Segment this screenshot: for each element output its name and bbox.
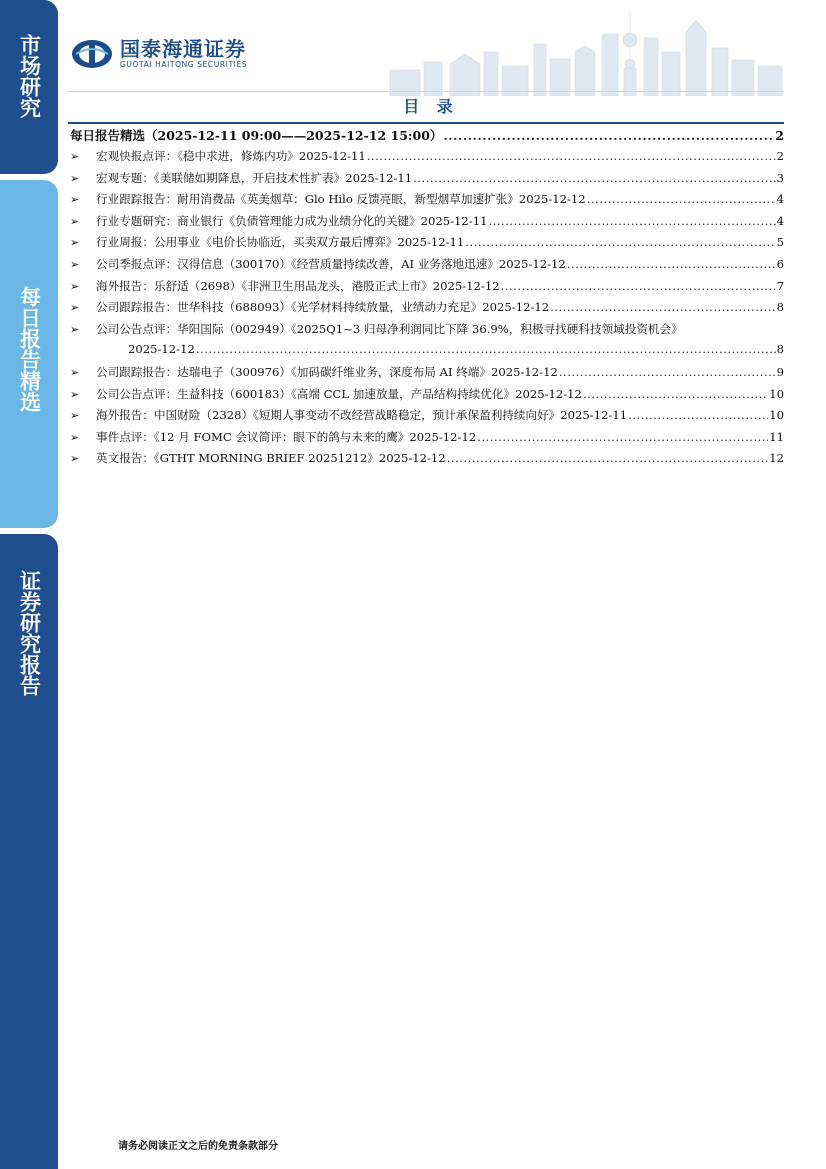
- side-band: [0, 0, 58, 1169]
- toc-entry-text: 公司跟踪报告：达瑞电子（300976）《加码碳纤维业务，深度布局 AI 终端》2025-12-12: [96, 364, 558, 379]
- arrow-bullet-icon: ➢: [70, 279, 80, 293]
- arrow-bullet-icon: ➢: [70, 171, 80, 185]
- toc-entry[interactable]: [70, 191, 784, 213]
- logo-emblem-icon: [70, 38, 114, 70]
- toc-entry-text: 公司公告点评：生益科技（600183）《高端 CCL 加速放量，产品结构持续优化》2025-12-12: [96, 386, 582, 401]
- arrow-bullet-icon: ➢: [70, 387, 80, 401]
- arrow-bullet-icon: ➢: [70, 257, 80, 271]
- sidebar-section-label: 每日报告精选: [17, 286, 42, 412]
- toc-page-number: 6: [776, 256, 784, 271]
- toc-page-number: 10: [769, 408, 784, 423]
- arrow-bullet-icon: ➢: [70, 193, 80, 207]
- toc-entry-text: 海外报告：中国财险（2328）《短期人事变动不改经营战略稳定，预计承保盈利持续向好》2025-12-11: [96, 408, 628, 423]
- sidebar-section-label: 市场研究: [17, 34, 42, 118]
- toc-entry-text: 宏观快报点评：《稳中求进，修炼内功》2025-12-11: [96, 149, 366, 163]
- arrow-bullet-icon: ➢: [70, 150, 80, 163]
- company-logo: [70, 38, 247, 70]
- toc-entry-text: 公司季报点评：汉得信息（300170）《经营质量持续改善，AI 业务落地迅速》2025-12-12: [96, 256, 566, 271]
- toc-page-number: 2: [775, 128, 784, 143]
- toc-leader-dots: [559, 365, 776, 379]
- toc-leader-dots: [501, 279, 776, 293]
- arrow-bullet-icon: ➢: [70, 214, 80, 228]
- toc-entry[interactable]: [70, 386, 784, 408]
- toc-heading: 目 录: [403, 97, 459, 116]
- toc-entry-text: 每日报告精选（2025-12-11 09:00——2025-12-12 15:00）: [70, 128, 443, 143]
- toc-entry[interactable]: [70, 299, 784, 321]
- toc-entry[interactable]: [70, 321, 784, 343]
- toc-leader-dots: [583, 387, 768, 401]
- toc-leader-dots: [447, 451, 769, 465]
- toc-page-number: 3: [776, 170, 784, 185]
- toc-entry-text: 海外报告：乐舒适（2698）《非洲卫生用品龙头，港股正式上市》2025-12-12: [96, 278, 500, 293]
- toc-entry-continuation[interactable]: [70, 342, 784, 364]
- toc-page-number: 4: [776, 213, 784, 228]
- toc-entry[interactable]: [70, 234, 784, 256]
- toc-page-number: 12: [769, 451, 784, 466]
- toc-entry[interactable]: [70, 148, 784, 170]
- toc-leader-dots: [550, 300, 775, 314]
- toc-entry-text: 行业周报：公用事业《电价长协临近，买卖双方最后博弈》2025-12-11: [96, 235, 465, 250]
- toc-page-number: 8: [776, 342, 784, 357]
- logo-chinese-name: 国泰海通证券: [120, 37, 246, 61]
- sidebar-section-research-report: [0, 534, 58, 1169]
- toc-entry-text: 事件点评：《12 月 FOMC 会议简评：眼下的鸽与未来的鹰》2025-12-12: [96, 429, 477, 444]
- sidebar-section-label: 证券研究报告: [17, 570, 42, 696]
- arrow-bullet-icon: ➢: [70, 301, 80, 315]
- toc-page-number: 10: [769, 386, 784, 401]
- toc-leader-dots: [196, 342, 776, 356]
- arrow-bullet-icon: ➢: [70, 430, 80, 444]
- toc-page-number: 11: [769, 429, 784, 444]
- arrow-bullet-icon: ➢: [70, 409, 80, 423]
- city-skyline-illustration: [380, 4, 790, 96]
- toc-leader-dots: [628, 408, 768, 422]
- toc-leader-dots: [413, 171, 775, 185]
- toc-page-number: 4: [776, 192, 784, 207]
- sidebar-section-market-research: [0, 0, 58, 174]
- arrow-bullet-icon: ➢: [70, 236, 80, 250]
- toc-entry-text: 行业跟踪报告：耐用消费品《英美烟草：Glo Hilo 反馈亮眼，新型烟草加速扩张》2025-12-12: [96, 192, 586, 207]
- toc-leader-dots: [567, 257, 776, 271]
- toc-page-number: 5: [776, 235, 784, 250]
- sidebar-section-daily-picks: [0, 180, 58, 528]
- toc-entry-text: 英文报告：《GTHT MORNING BRIEF 20251212》2025-12-12: [96, 451, 446, 466]
- toc-page-number: 2: [776, 149, 784, 163]
- toc-leader-dots: [367, 149, 776, 163]
- toc-entry-text: 公司跟踪报告：世华科技（688093）《光学材料持续放量，业绩动力充足》2025-12-12: [96, 300, 550, 315]
- toc-leader-dots: [443, 128, 774, 143]
- toc-page-number: 8: [776, 300, 784, 315]
- toc-entry[interactable]: [70, 278, 784, 300]
- toc-entry[interactable]: [70, 429, 784, 451]
- toc-leader-dots: [587, 192, 776, 206]
- toc-entry-text: 公司公告点评：华阳国际（002949）《2025Q1~3 归母净利润同比下降 36.9%，积极寻找硬科技领域投资机会》: [96, 321, 683, 336]
- toc-entry[interactable]: [70, 450, 784, 472]
- toc-entry-text: 2025-12-12: [128, 342, 195, 357]
- disclaimer-footer: 请务必阅读正文之后的免责条款部分: [118, 1141, 278, 1152]
- toc-leader-dots: [477, 430, 768, 444]
- toc-page-number: 7: [776, 278, 784, 293]
- toc-main-entry[interactable]: [70, 126, 784, 148]
- header-divider: [68, 91, 784, 92]
- arrow-bullet-icon: ➢: [70, 452, 80, 466]
- toc-entry[interactable]: [70, 213, 784, 235]
- toc-entry-text: 行业专题研究：商业银行《负债管理能力成为业绩分化的关键》2025-12-11: [96, 213, 488, 228]
- arrow-bullet-icon: ➢: [70, 365, 80, 379]
- toc-entry[interactable]: [70, 407, 784, 429]
- toc-entry[interactable]: [70, 170, 784, 192]
- arrow-bullet-icon: ➢: [70, 322, 80, 336]
- toc-leader-dots: [488, 214, 775, 228]
- toc-entry[interactable]: [70, 364, 784, 386]
- toc-heading-rule: [68, 122, 784, 124]
- logo-english-name: GUOTAI HAITONG SECURITIES: [120, 60, 248, 69]
- toc-entry[interactable]: [70, 256, 784, 278]
- toc-leader-dots: [465, 235, 775, 249]
- table-of-contents: [70, 126, 784, 472]
- toc-entry-text: 宏观专题：《美联储如期降息，开启技术性扩表》2025-12-11: [96, 170, 413, 185]
- toc-page-number: 9: [776, 364, 784, 379]
